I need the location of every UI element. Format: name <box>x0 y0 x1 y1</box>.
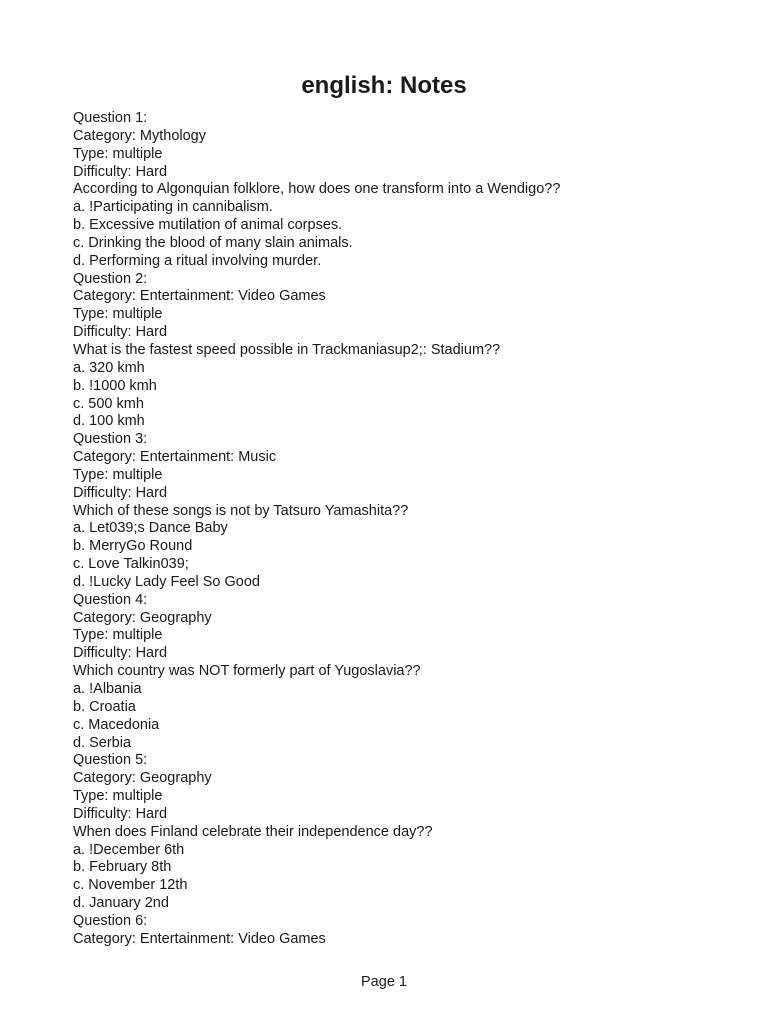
text-line: c. Drinking the blood of many slain animals. <box>73 234 353 251</box>
text-line: According to Algonquian folklore, how does one transform into a Wendigo?? <box>73 181 561 198</box>
text-line: Type: multiple <box>73 627 163 644</box>
text-line: Type: multiple <box>73 306 163 323</box>
text-line: a. !December 6th <box>73 841 185 858</box>
text-line: Type: multiple <box>73 788 163 805</box>
text-line: b. !1000 kmh <box>73 377 157 394</box>
text-line: a. Let039;s Dance Baby <box>73 520 228 537</box>
text-line: b. February 8th <box>73 859 172 876</box>
text-line: d. 100 kmh <box>73 413 145 430</box>
text-line: Category: Geography <box>73 770 212 787</box>
text-line: Difficulty: Hard <box>73 645 168 662</box>
text-line: Difficulty: Hard <box>73 324 168 341</box>
text-line: Question 1: <box>73 110 148 126</box>
text-line: Question 5: <box>73 752 148 769</box>
text-line: When does Finland celebrate their independence day?? <box>73 823 433 840</box>
text-line: Question 3: <box>73 431 148 448</box>
text-line: Type: multiple <box>73 145 163 162</box>
page-number: Page 1 <box>361 974 407 990</box>
text-line: c. Macedonia <box>73 716 160 733</box>
text-line: d. Serbia <box>73 734 132 751</box>
text-line: Difficulty: Hard <box>73 805 168 822</box>
text-line: Category: Geography <box>73 609 212 626</box>
text-line: a. !Participating in cannibalism. <box>73 199 273 216</box>
page-title: english: Notes <box>301 72 467 99</box>
text-line: Category: Entertainment: Video Games <box>73 288 326 305</box>
text-line: Which country was NOT formerly part of Yugoslavia?? <box>73 663 421 680</box>
text-line: b. MerryGo Round <box>73 538 193 555</box>
text-line: Difficulty: Hard <box>73 163 168 180</box>
text-line: c. November 12th <box>73 877 188 894</box>
text-line: Category: Mythology <box>73 127 206 144</box>
text-line: d. Performing a ritual involving murder. <box>73 252 322 269</box>
text-line: What is the fastest speed possible in Trackmaniasup2;: Stadium?? <box>73 341 501 358</box>
text-line: c. Love Talkin039; <box>73 556 189 573</box>
text-line: Difficulty: Hard <box>73 484 168 501</box>
text-line: Question 4: <box>73 591 148 608</box>
text-line: b. Excessive mutilation of animal corpses. <box>73 217 343 234</box>
text-line: Type: multiple <box>73 466 163 483</box>
document-body <box>73 110 728 949</box>
text-line: Category: Entertainment: Music <box>73 449 277 466</box>
text-line: Question 6: <box>73 912 148 929</box>
text-line: a. !Albania <box>73 681 142 697</box>
text-line: d. January 2nd <box>73 895 169 912</box>
text-line: a. 320 kmh <box>73 359 145 376</box>
text-line: b. Croatia <box>73 698 136 715</box>
text-line: Category: Entertainment: Video Games <box>73 930 326 947</box>
text-line: Which of these songs is not by Tatsuro Yamashita?? <box>73 502 409 519</box>
text-line: c. 500 kmh <box>73 395 144 412</box>
text-line: d. !Lucky Lady Feel So Good <box>73 573 260 590</box>
text-line: Question 2: <box>73 270 148 287</box>
